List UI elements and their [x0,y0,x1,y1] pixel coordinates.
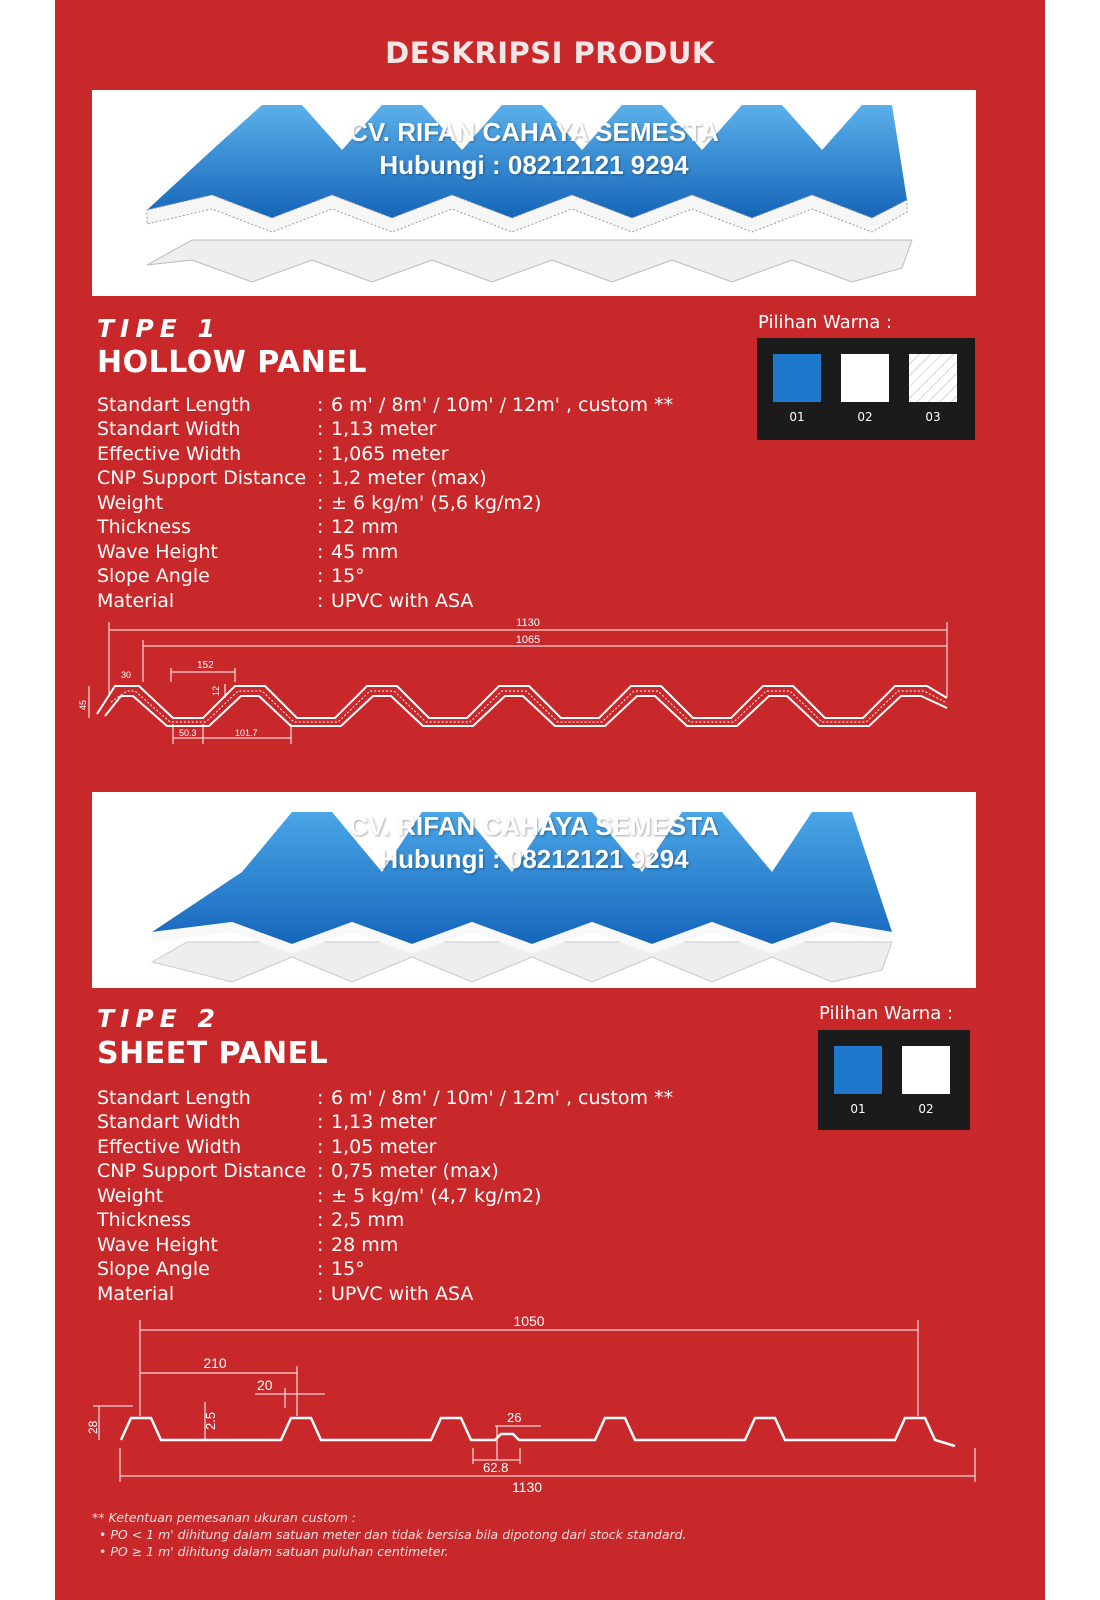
custom-order-note-item: • PO < 1 m' dihitung dalam satuan meter dan tidak bersisa bila dipotong dari stock standard. [99,1527,687,1542]
watermark-text [92,810,976,876]
dim-slope: 101.7 [235,728,258,738]
dim-effective-width: 1050 [513,1313,545,1329]
spec-separator: : [317,1209,324,1231]
dim-height: 28 [86,1420,100,1434]
spec-label: Wave Height [97,1234,218,1256]
dim-pitch: 210 [203,1355,227,1371]
spec-value: 12 mm [331,516,399,538]
spec-label: Thickness [97,1209,191,1231]
spec-label: Material [97,590,175,612]
swatch-code: 01 [789,410,805,424]
spec-value: 1,065 meter [331,443,449,465]
dim-effective-width: 1065 [515,634,541,646]
spec-separator: : [317,418,324,440]
spec-label: Standart Length [97,394,251,416]
swatch-blue [773,354,821,402]
spec-separator: : [317,1111,324,1133]
spec-label: Slope Angle [97,565,210,587]
hollow-panel-title: HOLLOW PANEL [97,345,367,380]
watermark-company: CV. RIFAN CAHAYA SEMESTA [349,117,719,147]
sheet-panel-title: SHEET PANEL [97,1036,329,1071]
spec-value: ± 5 kg/m' (4,7 kg/m2) [331,1185,542,1207]
swatch-clear [909,354,957,402]
spec-value: 1,2 meter (max) [331,467,487,489]
spec-label: Effective Width [97,443,242,465]
page-title: DESKRIPSI PRODUK [385,36,715,70]
spec-separator: : [317,516,324,538]
spec-label: Standart Length [97,1087,251,1109]
spec-separator: : [317,1160,324,1182]
color-options-title: Pilihan Warna : [819,1003,954,1024]
sheet-panel-photo [92,792,976,988]
swatch-code: 02 [918,1102,934,1116]
spec-value: 0,75 meter (max) [331,1160,499,1182]
dim-top: 30 [121,670,132,680]
dim-mini-rib: 26 [507,1410,522,1425]
spec-value: ± 6 kg/m' (5,6 kg/m2) [331,492,542,514]
dim-thickness: 12 [211,685,221,696]
spec-separator: : [317,1258,324,1280]
spec-value: 6 m' / 8m' / 10m' / 12m' , custom ** [331,394,674,416]
spec-value: 15° [331,565,365,587]
swatch-code: 02 [857,410,873,424]
spec-label: Slope Angle [97,1258,210,1280]
color-options-box [818,1030,970,1130]
color-options-box [757,338,975,440]
spec-value: 6 m' / 8m' / 10m' / 12m' , custom ** [331,1087,674,1109]
swatch-blue [834,1046,882,1094]
watermark-contact: Hubungi : 08212121 9294 [379,844,689,874]
spec-label: Weight [97,492,164,514]
spec-separator: : [317,394,324,416]
sheet-panel-profile-diagram [75,1308,1015,1498]
hollow-panel-photo [92,90,976,296]
dim-height: 45 [78,699,88,710]
spec-separator: : [317,1185,324,1207]
dim-pitch: 152 [197,660,214,671]
spec-value: 28 mm [331,1234,399,1256]
swatch-white [902,1046,950,1094]
color-options-title: Pilihan Warna : [758,312,893,333]
spec-value: UPVC with ASA [331,590,474,612]
spec-label: Thickness [97,516,191,538]
spec-value: 45 mm [331,541,399,563]
spec-label: Standart Width [97,1111,241,1133]
dim-total-width: 1130 [516,617,540,629]
tipe-1-label: TIPE 1 [97,314,221,343]
watermark-text [92,116,976,182]
spec-label: Standart Width [97,418,241,440]
spec-separator: : [317,1234,324,1256]
spec-value: UPVC with ASA [331,1283,474,1305]
spec-label: CNP Support Distance [97,467,307,489]
dim-thickness: 2.5 [203,1411,218,1430]
spec-separator: : [317,443,324,465]
swatch-code: 01 [850,1102,866,1116]
dim-rib-top: 20 [257,1377,273,1393]
spec-value: 1,13 meter [331,418,437,440]
hollow-panel-profile-diagram [75,612,1015,762]
spec-separator: : [317,492,324,514]
spec-label: CNP Support Distance [97,1160,307,1182]
dim-valley: 50.3 [179,728,197,738]
spec-value: 1,05 meter [331,1136,437,1158]
spec-separator: : [317,467,324,489]
spec-separator: : [317,565,324,587]
custom-order-note-title: ** Ketentuan pemesanan ukuran custom : [92,1510,356,1525]
tipe-2-label: TIPE 2 [97,1004,221,1033]
spec-separator: : [317,1283,324,1305]
spec-label: Weight [97,1185,164,1207]
spec-value: 1,13 meter [331,1111,437,1133]
spec-value: 15° [331,1258,365,1280]
spec-separator: : [317,1136,324,1158]
spec-label: Wave Height [97,541,218,563]
swatch-code: 03 [925,410,941,424]
spec-label: Material [97,1283,175,1305]
spec-value: 2,5 mm [331,1209,405,1231]
spec-label: Effective Width [97,1136,242,1158]
dim-total-width: 1130 [511,1479,543,1495]
swatch-white [841,354,889,402]
spec-separator: : [317,590,324,612]
custom-order-note-item: • PO ≥ 1 m' dihitung dalam satuan puluhan centimeter. [99,1544,449,1559]
watermark-contact: Hubungi : 08212121 9294 [379,150,689,180]
watermark-company: CV. RIFAN CAHAYA SEMESTA [349,811,719,841]
spec-separator: : [317,1087,324,1109]
spec-separator: : [317,541,324,563]
dim-valley: 62.8 [483,1460,509,1475]
product-sheet [55,0,1045,1600]
